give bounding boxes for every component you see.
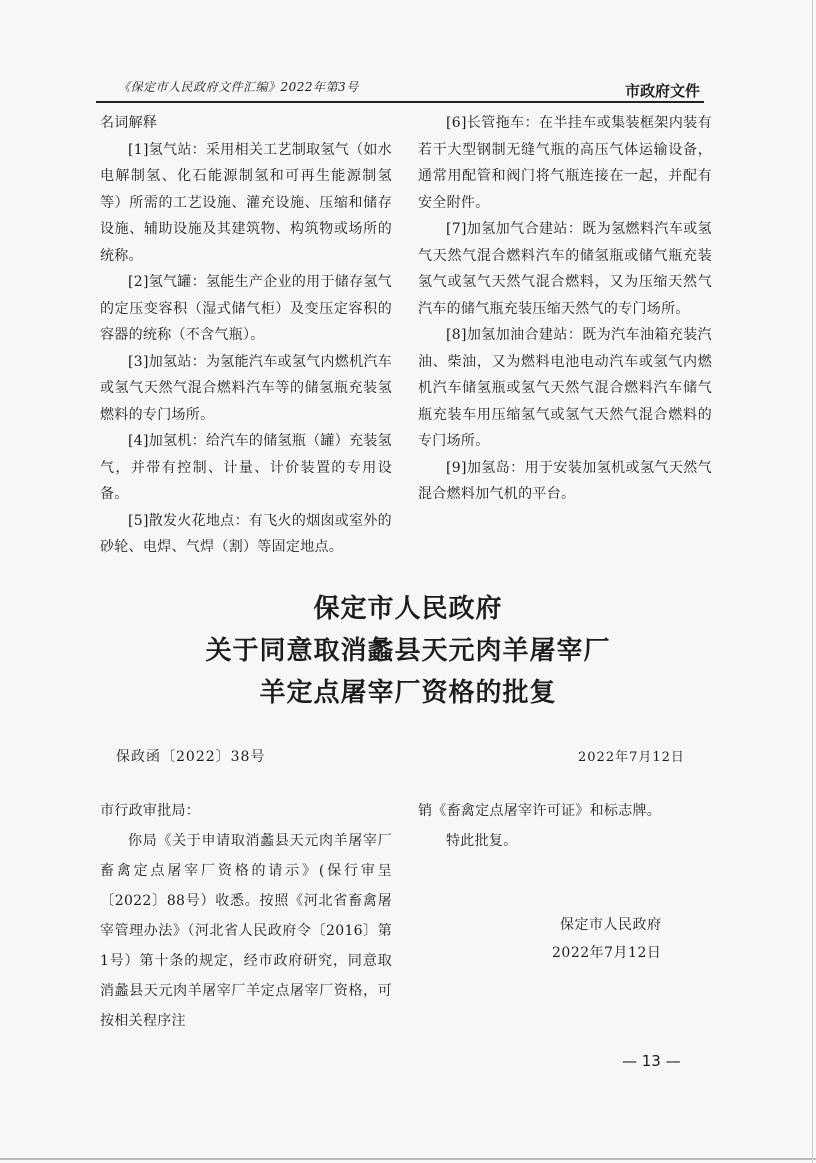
document-number: 保政函〔2022〕38号 xyxy=(116,749,266,765)
glossary-item: [8]加氢加油合建站：既为汽车油箱充装汽油、柴油，又为燃料电池电动汽车或氢气内燃机汽车储氢瓶或氢气天然气混合燃料汽车储气瓶充装车用压缩氢气或氢气天然气混合燃料的专门场所。 xyxy=(418,327,712,449)
closing-line: 特此批复。 xyxy=(446,833,518,849)
glossary-item: [5]散发火花地点：有飞火的烟囱或室外的砂轮、电焊、气焊（割）等固定地点。 xyxy=(100,512,392,555)
scan-right-edge xyxy=(812,0,813,1163)
body-left-column xyxy=(100,796,392,1036)
body-right-column xyxy=(418,796,712,856)
glossary-item: [2]氢气罐：氢能生产企业的用于储存氢气的定压变容积（湿式储气柜）及变压定容积的容器的统称（不含气瓶）。 xyxy=(100,274,392,343)
signature-organization: 保定市人民政府 xyxy=(560,917,662,933)
glossary-item: [7]加氢加气合建站：既为氢燃料汽车或氢气天然气混合燃料汽车的储氢瓶或储气瓶充装氢气或氢气天然气混合燃料，又为压缩天然气汽车的储气瓶充装压缩天然气的专门场所。 xyxy=(418,221,712,317)
glossary-left-column xyxy=(100,110,392,561)
glossary-item: [4]加氢机：给汽车的储氢瓶（罐）充装氢气，并带有控制、计量、计价装置的专用设备。 xyxy=(100,433,392,502)
body-paragraph-continued: 销《畜禽定点屠宰许可证》和标志牌。 xyxy=(418,803,662,819)
addressee: 市行政审批局： xyxy=(100,803,201,819)
signature-date: 2022年7月12日 xyxy=(552,945,662,961)
title-line-3: 羊定点屠宰厂资格的批复 xyxy=(259,678,557,708)
document-title xyxy=(0,588,816,714)
glossary-item: [6]长管拖车：在半挂车或集装框架内装有若干大型钢制无缝气瓶的高压气体运输设备，通常用配管和阀门将气瓶连接在一起，并配有安全附件。 xyxy=(418,115,712,211)
glossary-item: [1]氢气站：采用相关工艺制取氢气（如水电解制氢、化石能源制氢和可再生能源制氢等）所需的工艺设施、灌充设施、压缩和储存设施、辅助设施及其建筑物、构筑物或场所的统称。 xyxy=(100,141,392,264)
header-divider xyxy=(96,101,704,103)
scan-bottom-edge xyxy=(0,1158,816,1160)
title-line-1: 保定市人民政府 xyxy=(313,594,503,624)
glossary-item: [9]加氢岛：用于安装加氢机或氢气天然气混合燃料加气机的平台。 xyxy=(418,459,712,502)
title-line-2: 关于同意取消蠡县天元肉羊屠宰厂 xyxy=(205,636,611,666)
glossary-right-column xyxy=(418,110,712,508)
section-label: 市政府文件 xyxy=(624,82,700,100)
glossary-heading: 名词解释 xyxy=(100,115,158,131)
document-date: 2022年7月12日 xyxy=(578,750,685,765)
page-number: — 13 — xyxy=(622,1052,681,1070)
publication-header: 《保定市人民政府文件汇编》2022年第3号 xyxy=(118,80,359,94)
glossary-item: [3]加氢站：为氢能汽车或氢气内燃机汽车或氢气天然气混合燃料汽车等的储氢瓶充装氢燃料的专门场所。 xyxy=(100,353,392,423)
body-paragraph: 你局《关于申请取消蠡县天元肉羊屠宰厂畜禽定点屠宰厂资格的请示》(保行审呈〔2022〕88号）收悉。按照《河北省畜禽屠宰管理办法》（河北省人民政府令〔2016〕第1号）第十条的规定，经市政府研究，同意取消蠡县天元肉羊屠宰厂羊定点屠宰厂资格，可按相关程序注 xyxy=(100,833,392,1029)
